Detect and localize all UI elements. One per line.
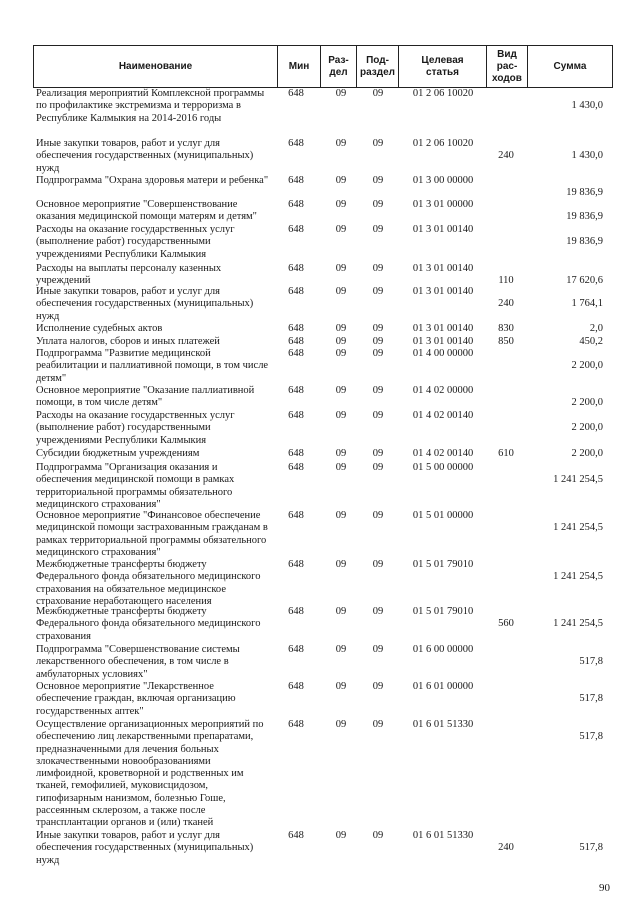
row-celevaya-statya: 01 2 06 10020 [412, 88, 474, 99]
row-name: Подпрограмма "Организация оказания и обеспечения медицинской помощи в рамках территориальной программы обязательного медицинского страхования" [36, 462, 235, 510]
row-min: 648 [288, 175, 304, 186]
row-razdel: 09 [335, 224, 347, 235]
row-celevaya-statya: 01 6 00 00000 [412, 644, 474, 655]
row-razdel: 09 [335, 644, 347, 655]
row-summa: 19 836,9 [566, 236, 603, 247]
row-razdel: 09 [335, 681, 347, 692]
row-name: Расходы на оказание государственных услуг (выполнение работ) государственными учреждениями Республики Калмыкия [36, 224, 235, 260]
header-celevaya-statya: Целевая статья [399, 46, 487, 87]
row-summa: 19 836,9 [566, 211, 603, 222]
row-min: 648 [288, 336, 304, 347]
row-podrazdel: 09 [372, 410, 384, 421]
row-celevaya-statya: 01 4 02 00000 [412, 385, 474, 396]
row-name: Основное мероприятие "Финансовое обеспечение медицинской помощи застрахованным гражданам в рамках территориальной программы обязательного медицинского страхования" [36, 510, 268, 558]
header-vid-rashodov: Вид рас- ходов [487, 46, 528, 87]
header-summa: Сумма [553, 60, 587, 72]
row-name: Основное мероприятие "Совершенствование оказания медицинской помощи матерям и детям" [36, 199, 257, 223]
row-celevaya-statya: 01 3 01 00000 [412, 199, 474, 210]
row-name: Осуществление организационных мероприятий по обеспечению лиц лекарственными препаратами, предназначенными для лечения больных злокачественными новообразованиями лимфоидной, кроветворной и родственных им тканей, гемофилией, муковисцидозом, гипофизарным нанизмом, болезнью Гоше, рассеянным склерозом, а также после трансплантации органов и (или) тканей [36, 719, 264, 829]
row-name: Иные закупки товаров, работ и услуг для обеспечения государственных (муниципальных) нужд [36, 138, 254, 174]
row-celevaya-statya: 01 5 01 00000 [412, 510, 474, 521]
row-vid-rashodov: 110 [498, 275, 514, 286]
row-summa: 1 241 254,5 [553, 618, 603, 629]
row-min: 648 [288, 348, 304, 359]
row-razdel: 09 [335, 138, 347, 149]
row-celevaya-statya: 01 3 00 00000 [412, 175, 474, 186]
row-summa: 19 836,9 [566, 187, 603, 198]
row-razdel: 09 [335, 323, 347, 334]
row-summa: 2 200,0 [571, 397, 603, 408]
row-celevaya-statya: 01 3 01 00140 [412, 224, 474, 235]
row-min: 648 [288, 462, 304, 473]
row-podrazdel: 09 [372, 462, 384, 473]
row-razdel: 09 [335, 559, 347, 570]
row-razdel: 09 [335, 199, 347, 210]
row-name: Уплата налогов, сборов и иных платежей [36, 336, 220, 347]
row-podrazdel: 09 [372, 559, 384, 570]
row-celevaya-statya: 01 3 01 00140 [412, 263, 474, 274]
row-min: 648 [288, 199, 304, 210]
row-name: Иные закупки товаров, работ и услуг для обеспечения государственных (муниципальных) нужд [36, 830, 254, 866]
row-razdel: 09 [335, 175, 347, 186]
row-podrazdel: 09 [372, 263, 384, 274]
row-celevaya-statya: 01 5 00 00000 [412, 462, 474, 473]
row-podrazdel: 09 [372, 286, 384, 297]
row-min: 648 [288, 138, 304, 149]
row-celevaya-statya: 01 4 02 00140 [412, 410, 474, 421]
row-min: 648 [288, 644, 304, 655]
row-podrazdel: 09 [372, 175, 384, 186]
row-min: 648 [288, 559, 304, 570]
row-summa: 1 241 254,5 [553, 522, 603, 533]
row-summa: 2 200,0 [571, 448, 603, 459]
row-razdel: 09 [335, 448, 347, 459]
row-celevaya-statya: 01 6 01 51330 [412, 830, 474, 841]
row-summa: 517,8 [579, 693, 603, 704]
row-name: Подпрограмма "Совершенствование системы лекарственного обеспечения, в том числе в амбулаторных условиях" [36, 644, 240, 680]
row-summa: 517,8 [579, 731, 603, 742]
row-celevaya-statya: 01 3 01 00140 [412, 336, 474, 347]
row-summa: 2 200,0 [571, 422, 603, 433]
row-name: Субсидии бюджетным учреждениям [36, 448, 200, 459]
row-min: 648 [288, 410, 304, 421]
row-min: 648 [288, 719, 304, 730]
row-razdel: 09 [335, 410, 347, 421]
table-header [33, 45, 613, 88]
row-summa: 517,8 [579, 842, 603, 853]
row-vid-rashodov: 240 [498, 298, 514, 309]
row-podrazdel: 09 [372, 830, 384, 841]
row-razdel: 09 [335, 719, 347, 730]
row-vid-rashodov: 610 [498, 448, 514, 459]
row-vid-rashodov: 850 [498, 336, 514, 347]
row-razdel: 09 [335, 510, 347, 521]
row-razdel: 09 [335, 348, 347, 359]
row-min: 648 [288, 323, 304, 334]
row-min: 648 [288, 88, 304, 99]
row-razdel: 09 [335, 88, 347, 99]
row-name: Подпрограмма "Охрана здоровья матери и ребенка" [36, 175, 269, 186]
row-podrazdel: 09 [372, 88, 384, 99]
row-celevaya-statya: 01 5 01 79010 [412, 559, 474, 570]
page-number: 90 [599, 882, 610, 894]
row-podrazdel: 09 [372, 336, 384, 347]
row-name: Межбюджетные трансферты бюджету Федерального фонда обязательного медицинского страхования на обязательное медицинское страхование неработающего населения [36, 559, 261, 607]
row-name: Основное мероприятие "Оказание паллиативной помощи, в том числе детям" [36, 385, 255, 409]
header-name: Наименование [34, 46, 278, 87]
row-summa: 2,0 [589, 323, 603, 334]
row-podrazdel: 09 [372, 719, 384, 730]
row-celevaya-statya: 01 3 01 00140 [412, 323, 474, 334]
row-razdel: 09 [335, 385, 347, 396]
row-vid-rashodov: 240 [498, 842, 514, 853]
header-podrazdel: Под- раздел [357, 46, 399, 87]
row-summa: 517,8 [579, 656, 603, 667]
row-celevaya-statya: 01 4 02 00140 [412, 448, 474, 459]
row-vid-rashodov: 560 [498, 618, 514, 629]
row-name: Межбюджетные трансферты бюджету Федерального фонда обязательного медицинского страхования [36, 606, 261, 642]
row-celevaya-statya: 01 5 01 79010 [412, 606, 474, 617]
row-celevaya-statya: 01 3 01 00140 [412, 286, 474, 297]
row-summa: 450,2 [579, 336, 603, 347]
row-razdel: 09 [335, 830, 347, 841]
row-vid-rashodov: 830 [498, 323, 514, 334]
row-podrazdel: 09 [372, 138, 384, 149]
row-name: Исполнение судебных актов [36, 323, 163, 334]
row-summa: 1 764,1 [571, 298, 603, 309]
row-name: Расходы на выплаты персоналу казенных учреждений [36, 263, 222, 287]
row-podrazdel: 09 [372, 348, 384, 359]
row-min: 648 [288, 830, 304, 841]
row-razdel: 09 [335, 286, 347, 297]
row-celevaya-statya: 01 2 06 10020 [412, 138, 474, 149]
row-summa: 17 620,6 [566, 275, 603, 286]
row-name: Иные закупки товаров, работ и услуг для обеспечения государственных (муниципальных) нужд [36, 286, 254, 322]
row-razdel: 09 [335, 606, 347, 617]
row-min: 648 [288, 448, 304, 459]
row-razdel: 09 [335, 263, 347, 274]
row-min: 648 [288, 606, 304, 617]
row-min: 648 [288, 224, 304, 235]
row-podrazdel: 09 [372, 644, 384, 655]
row-name: Реализация мероприятий Комплексной программы по профилактике экстремизма и терроризма в Республике Калмыкия на 2014-2016 годы [36, 88, 265, 124]
row-min: 648 [288, 681, 304, 692]
row-min: 648 [288, 385, 304, 396]
row-name: Подпрограмма "Развитие медицинской реабилитации и паллиативной помощи, в том числе детям" [36, 348, 269, 384]
row-celevaya-statya: 01 6 01 51330 [412, 719, 474, 730]
header-min: Мин [278, 46, 321, 87]
row-summa: 2 200,0 [571, 360, 603, 371]
row-summa: 1 430,0 [571, 150, 603, 161]
row-razdel: 09 [335, 336, 347, 347]
row-name: Расходы на оказание государственных услуг (выполнение работ) государственными учреждениями Республики Калмыкия [36, 410, 235, 446]
row-podrazdel: 09 [372, 323, 384, 334]
row-podrazdel: 09 [372, 224, 384, 235]
row-podrazdel: 09 [372, 385, 384, 396]
row-summa: 1 241 254,5 [553, 571, 603, 582]
row-name: Основное мероприятие "Лекарственное обеспечение граждан, включая организацию государственных аптек" [36, 681, 236, 717]
row-summa: 1 430,0 [571, 100, 603, 111]
row-celevaya-statya: 01 6 01 00000 [412, 681, 474, 692]
row-celevaya-statya: 01 4 00 00000 [412, 348, 474, 359]
row-vid-rashodov: 240 [498, 150, 514, 161]
row-podrazdel: 09 [372, 199, 384, 210]
row-podrazdel: 09 [372, 510, 384, 521]
row-razdel: 09 [335, 462, 347, 473]
row-podrazdel: 09 [372, 606, 384, 617]
header-razdel: Раз- дел [321, 46, 357, 87]
row-min: 648 [288, 510, 304, 521]
row-min: 648 [288, 286, 304, 297]
row-min: 648 [288, 263, 304, 274]
row-podrazdel: 09 [372, 448, 384, 459]
row-summa: 1 241 254,5 [553, 474, 603, 485]
row-podrazdel: 09 [372, 681, 384, 692]
